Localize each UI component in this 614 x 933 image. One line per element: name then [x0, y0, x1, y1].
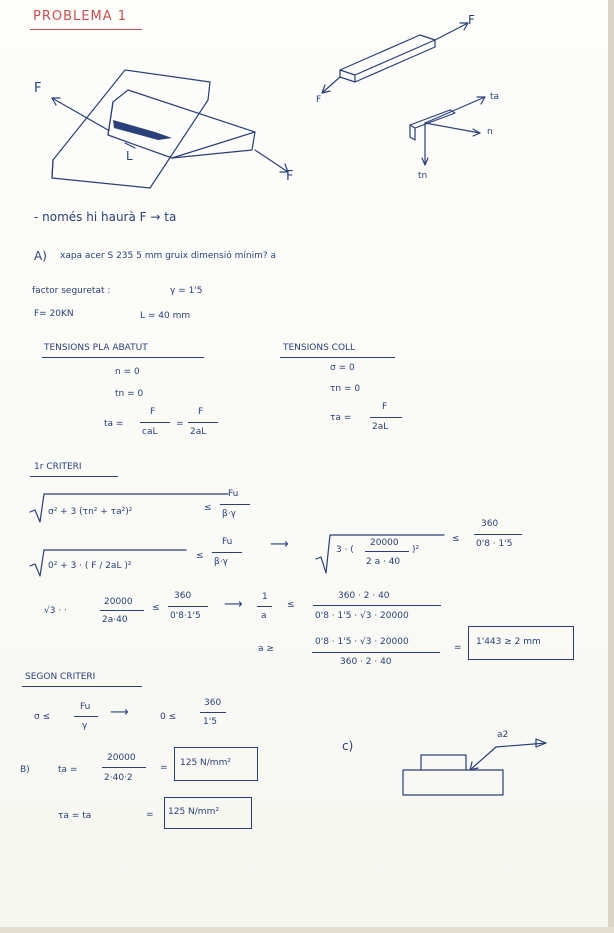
criteri2-den: γ — [82, 721, 88, 731]
criteri2-lhs: σ ≤ — [34, 712, 51, 722]
length-label: L — [126, 149, 133, 163]
title-underline — [30, 29, 142, 30]
safety-value: γ = 1'5 — [170, 286, 203, 296]
eq3-den: 2a·40 — [102, 615, 128, 625]
part-c-label: c) — [342, 739, 354, 753]
eq3-a: √3 · · — [44, 606, 67, 616]
fraction-bar — [100, 610, 144, 611]
criteri2-num: Fu — [80, 702, 91, 712]
fraction-bar — [188, 422, 218, 423]
part-b-tau-result: 125 N/mm² — [168, 807, 219, 817]
coll-tau-a-num: F — [382, 402, 388, 412]
eq2-arrow: ⟶ — [270, 537, 289, 552]
criteri2-den2: 1'5 — [203, 717, 217, 727]
coll-tau-a-lhs: τa = — [330, 413, 352, 423]
pla-ta-lhs: ta = — [104, 419, 124, 429]
fraction-bar — [365, 551, 409, 552]
coll-tau-n: τn = 0 — [330, 384, 361, 394]
eq2-root2-num: 20000 — [370, 538, 399, 548]
fraction-bar — [200, 712, 226, 713]
fraction-bar — [474, 534, 522, 535]
eq4-eq: = — [454, 643, 462, 653]
weld-cross-section — [400, 735, 560, 800]
criteri1-heading: 1r CRITERI — [34, 462, 82, 472]
eq3-den4: 0'8 · 1'5 · √3 · 20000 — [315, 611, 409, 621]
part-b-tau-eq: = — [146, 810, 154, 820]
eq4-den: 360 · 2 · 40 — [340, 657, 392, 667]
part-a-text: xapa acer S 235 5 mm gruix dimensió mínim? a — [60, 251, 277, 261]
fraction-bar — [212, 552, 242, 553]
force-label-top: F — [468, 13, 475, 27]
part-b-ta-result: 125 N/mm² — [180, 758, 231, 768]
safety-label: factor seguretat : — [32, 286, 111, 296]
pla-ta-eq: = — [176, 419, 184, 429]
eq2-root2-b: )² — [412, 545, 420, 555]
eq2-le2: ≤ — [452, 534, 460, 544]
eq2-root2-a: 3 · ( — [336, 545, 354, 555]
part-b-ta-num: 20000 — [107, 753, 136, 763]
part-b-label: B) — [20, 765, 30, 775]
fraction-bar — [74, 716, 98, 717]
coll-tau-a-den: 2aL — [372, 422, 389, 432]
eq2-le: ≤ — [196, 551, 204, 561]
pla-ta-num1: F — [150, 407, 156, 417]
eq2-root2-den: 2 a · 40 — [366, 557, 401, 567]
eq4-result: 1'443 ≥ 2 mm — [476, 637, 541, 647]
part-b-tau-lhs: τa = ta — [58, 811, 92, 821]
tn-label: tn — [418, 171, 428, 181]
part-a-label: A) — [34, 249, 47, 263]
eq2-root: 0² + 3 · ( F / 2aL )² — [48, 561, 132, 571]
lap-joint-sketch — [30, 60, 320, 200]
eq2-den: β·γ — [214, 557, 228, 567]
eq3-le2: ≤ — [287, 600, 295, 610]
fraction-bar — [168, 606, 208, 607]
eq3-arrow: ⟶ — [224, 597, 243, 612]
eq3-num4: 360 · 2 · 40 — [338, 591, 390, 601]
eq3-num3: 1 — [262, 592, 268, 602]
fraction-bar — [102, 767, 146, 768]
coll-sigma: σ = 0 — [330, 363, 355, 373]
pla-ta-num2: F — [198, 407, 204, 417]
part-b-ta-eq: = — [160, 763, 168, 773]
ta-label: ta — [490, 92, 500, 102]
eq3-num: 20000 — [104, 597, 133, 607]
fraction-bar — [312, 652, 440, 653]
eq1-den: β·γ — [222, 509, 236, 519]
heading-underline — [22, 686, 142, 687]
eq3-den3: a — [261, 611, 267, 621]
pla-ta-den1: caL — [142, 427, 158, 437]
length-value: L = 40 mm — [140, 311, 191, 321]
fraction-bar — [370, 417, 402, 418]
tensions-pla-heading: TENSIONS PLA ABATUT — [44, 343, 148, 353]
eq1-root: σ² + 3 (τn² + τa²)² — [48, 507, 133, 517]
problem-title: PROBLEMA 1 — [33, 9, 127, 24]
note-line: - només hi haurà F → ta — [34, 210, 177, 224]
criteri2-arrow: ⟶ — [110, 705, 129, 720]
criteri2-num2: 360 — [204, 698, 222, 708]
criteri2-rhs: 0 ≤ — [160, 712, 177, 722]
eq4-num: 0'8 · 1'5 · √3 · 20000 — [315, 637, 409, 647]
force-label-small: F — [316, 95, 322, 105]
fraction-bar — [140, 422, 170, 423]
page-edge-bottom — [0, 927, 614, 933]
fraction-bar — [313, 605, 441, 606]
force-value: F= 20KN — [34, 309, 74, 319]
pla-n: n = 0 — [115, 367, 140, 377]
eq3-num2: 360 — [174, 591, 192, 601]
force-label-right: F — [286, 169, 294, 184]
heading-underline — [30, 476, 118, 477]
eq1-num: Fu — [228, 489, 239, 499]
pla-ta-den2: 2aL — [190, 427, 207, 437]
pla-tn: tn = 0 — [115, 389, 144, 399]
force-label-left: F — [34, 81, 42, 96]
part-c-a-label: a2 — [497, 730, 509, 740]
heading-underline — [42, 357, 204, 358]
eq2-num2: 360 — [481, 519, 499, 529]
eq2-num: Fu — [222, 537, 233, 547]
eq3-den2: 0'8·1'5 — [170, 611, 201, 621]
fraction-bar — [220, 504, 250, 505]
eq3-le: ≤ — [152, 603, 160, 613]
fraction-bar — [257, 606, 272, 607]
weld-bead-sketch — [310, 15, 490, 105]
eq2-den2: 0'8 · 1'5 — [476, 539, 513, 549]
page-edge — [608, 0, 614, 933]
eq4-lhs: a ≥ — [258, 644, 274, 654]
tensions-coll-heading: TENSIONS COLL — [283, 343, 356, 353]
part-b-ta-den: 2·40·2 — [104, 773, 133, 783]
eq1-le: ≤ — [204, 503, 212, 513]
part-b-ta-lhs: ta = — [58, 765, 78, 775]
heading-underline — [280, 357, 395, 358]
n-label: n — [487, 127, 493, 137]
criteri2-heading: SEGON CRITERI — [25, 672, 96, 682]
